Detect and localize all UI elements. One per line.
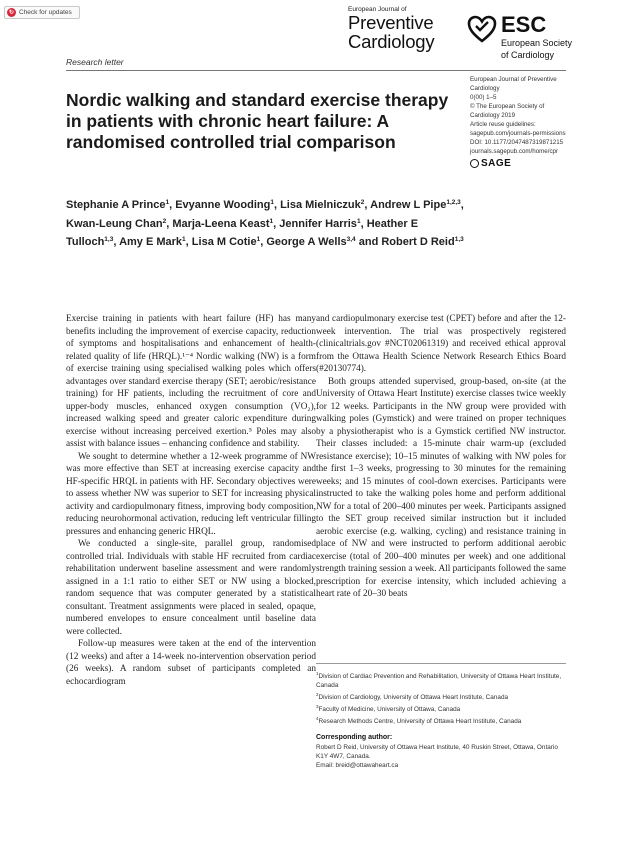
sage-logo <box>470 159 580 168</box>
author-separator: , <box>166 217 173 230</box>
author-affiliation-mark: 1 <box>165 199 170 206</box>
journal-logo-line1: Preventive <box>348 12 434 33</box>
author-affiliation-mark: 1 <box>269 217 274 225</box>
author-affiliation-mark: 1,3 <box>454 236 464 243</box>
esc-sub-line2: of Cardiology <box>501 50 555 60</box>
corresponding-line: Email: breid@ottawaheart.ca <box>316 762 399 769</box>
esc-logo <box>467 14 572 60</box>
author-name: Lisa Mielniczuk <box>280 199 361 211</box>
sage-circle-icon <box>470 159 479 168</box>
body-paragraph: Follow-up measures were taken at the end of the intervention (12 weeks) and after a 14-week no-intervention observation period (26 weeks). A random subset of participants completed an echocardiogram <box>66 639 316 687</box>
sidebar-line: Article reuse guidelines: <box>470 121 536 128</box>
author-affiliation-mark: 1,3 <box>104 236 114 243</box>
sage-label: SAGE <box>481 158 512 169</box>
article-title: Nordic walking and standard exercise therapy in patients with chronic heart failure: A randomised controlled trial comparison <box>66 90 449 152</box>
author-separator: , <box>273 217 280 230</box>
sidebar-line: sagepub.com/journals-permissions <box>470 130 566 137</box>
esc-heart-icon <box>467 14 497 44</box>
author-list <box>66 195 466 251</box>
author-name: Andrew L Pipe <box>370 199 447 211</box>
corresponding-line: Robert D Reid, University of Ottawa Heart Institute, 40 Ruskin Street, Ottawa, Ontario K1Y 4W7, Canada. <box>316 744 558 760</box>
affiliation-number: 2 <box>316 692 319 698</box>
affiliation-number: 4 <box>316 716 319 722</box>
body-paragraph: We conducted a single-site, parallel group, randomised controlled trial. Individuals with stable HF recruited from cardiac rehabilitation underwent baseline assessment and were randomly assigned in a 1:1 ratio to either SET or NW using a blocked, random sequence that was computer generated by a statistical consultant. Treatment assignments were placed in sealed, opaque, numbered envelopes to ensure concealment until baseline data were collected. <box>66 539 316 637</box>
author-separator: , <box>260 236 267 248</box>
affiliation-text: Research Methods Centre, University of Ottawa Heart Institute, Canada <box>318 718 522 726</box>
journal-logo-line2: Cardiology <box>348 31 435 52</box>
affiliations-divider <box>316 663 566 664</box>
sidebar-line: journals.sagepub.com/home/cpr <box>470 148 559 155</box>
corresponding-author <box>316 733 571 770</box>
affiliation-number: 1 <box>316 671 319 676</box>
sidebar-line: Cardiology 2019 <box>470 112 516 119</box>
sidebar-line: Cardiology <box>470 85 500 92</box>
affiliation-item <box>316 669 571 690</box>
author-separator: and <box>355 236 382 248</box>
author-name: Amy E Mark <box>119 236 183 248</box>
sidebar-line: European Journal of Preventive <box>470 76 557 83</box>
body-paragraph: We sought to determine whether a 12-week programme of NW was more effective than SET at increasing exercise capacity and HF-specific HRQL in patients with HF. Secondary objectives were to assess whether NW was superior to SET for increasing physical activity and cardiopulmonary fitness, improving body composition, reducing neurohormonal activation, reducing left ventricular filling pressures and enhancing generic HRQL. <box>66 451 316 537</box>
affiliation-number: 3 <box>316 704 319 710</box>
journal-logo <box>348 6 458 51</box>
esc-name: ESC <box>501 12 547 37</box>
author-name: Robert D Reid <box>381 236 455 248</box>
sidebar-line: 0(00) 1–5 <box>470 94 497 101</box>
body-column-left <box>66 313 316 688</box>
author-separator: , <box>364 199 371 211</box>
journal-logo-small: European Journal of <box>348 6 407 13</box>
author-name: Heather E Tulloch <box>66 217 419 248</box>
check-for-updates-label: Check for updates <box>19 9 72 16</box>
body-paragraph: Both groups attended supervised, group-based, on-site (at the University of Ottawa Heart Institute) exercise classes twice weekly for 12 weeks. Participants in the NW group were provided with walking poles (Gymstick) and were trained on proper techniques by a physiotherapist who is a Gymstick certified NW instructor. Their classes included: a 15-minute chair warm-up (excluded resistance exercise); 10–15 minutes of walking with NW poles for the first 1–3 weeks, progressing to 30 minutes for the remaining weeks; and 15 minutes of cool-down exercises. Participants were instructed to take the walking poles home and perform additional NW for a total of 200–400 minutes per week. Participants assigned to the SET group received similar instruction but it included aerobic exercise (e.g. walking, cycling) and resistance training in place of NW and were instructed to perform additional aerobic exercise (total of 200–400 minutes per week) and one additional strength training session a week. All participants followed the same prescription for exercise intensity, which included achieving a heart rate of 20–30 beats <box>316 376 566 599</box>
author-affiliation-mark: 1 <box>182 236 186 243</box>
author-affiliation-mark: 1,2,3 <box>446 199 461 206</box>
author-affiliation-mark: 1 <box>270 199 274 206</box>
author-separator: , <box>360 217 367 230</box>
affiliation-item <box>316 714 571 726</box>
author-name: Evyanne Wooding <box>175 199 271 211</box>
author-affiliation-mark: 1 <box>256 236 261 243</box>
author-separator: , <box>185 236 192 248</box>
body-paragraph: and cardiopulmonary exercise test (CPET) before and after the 12-week intervention. The trial was prospectively registered (clinicaltrials.gov #NCT02061319) and received ethical approval from the Ottawa Health Science Network Research Ethics Board (#20130774). <box>316 314 566 374</box>
author-separator: , <box>460 199 464 211</box>
author-affiliation-mark: 2 <box>360 199 365 206</box>
author-separator: , <box>169 199 176 211</box>
author-name: Marja-Leena Keast <box>172 217 270 230</box>
header-divider <box>66 70 566 71</box>
author-affiliation-mark: 1 <box>356 217 361 225</box>
corresponding-heading: Corresponding author: <box>316 734 393 741</box>
affiliation-text: Division of Cardiac Prevention and Rehabilitation, University of Ottawa Heart Institute, Canada <box>316 673 562 690</box>
author-name: Stephanie A Prince <box>66 199 166 211</box>
body-paragraph: Exercise training in patients with heart failure (HF) has many benefits including the improvement of exercise capacity, reduction of symptoms and hospitalisations and enhancement of health-related quality of life (HRQL).¹⁻⁴ Nordic walking (NW) is a form of exercise training using specialised walking poles which offers advantages over standard exercise therapy (SET; aerobic/resistance training) for HF patients, including the recruitment of core and upper-body muscles, enhanced oxygen consumption (VO₂), increased walking speed and greater caloric expenditure during exercise without increasing perceived exertion.⁵ Poles may also assist with balance issues – enhancing confidence and stability. <box>66 314 316 449</box>
author-separator: , <box>273 199 281 211</box>
article-info-sidebar <box>470 75 580 168</box>
author-name: Lisa M Cotie <box>191 236 257 248</box>
affiliations <box>316 669 571 727</box>
author-affiliation-mark: 2 <box>162 217 167 225</box>
esc-sub-line1: European Society <box>501 38 573 48</box>
update-check-icon: ↻ <box>8 10 15 16</box>
body-column-right <box>316 313 566 601</box>
sidebar-line: DOI: 10.1177/2047487319871215 <box>470 139 564 146</box>
author-name: Kwan-Leung Chan <box>66 217 163 230</box>
author-separator: , <box>113 236 120 248</box>
section-label: Research letter <box>66 57 124 67</box>
author-name: George A Wells <box>266 236 347 248</box>
author-name: Jennifer Harris <box>279 217 357 230</box>
affiliation-item <box>316 702 571 714</box>
affiliation-item <box>316 690 571 702</box>
check-for-updates-badge[interactable] <box>4 6 80 19</box>
affiliation-text: Faculty of Medicine, University of Ottawa, Canada <box>318 706 461 714</box>
sidebar-line: © The European Society of <box>470 103 545 110</box>
affiliation-text: Division of Cardiology, University of Ottawa Heart Institute, Canada <box>318 694 509 702</box>
author-affiliation-mark: 3,4 <box>346 236 356 243</box>
